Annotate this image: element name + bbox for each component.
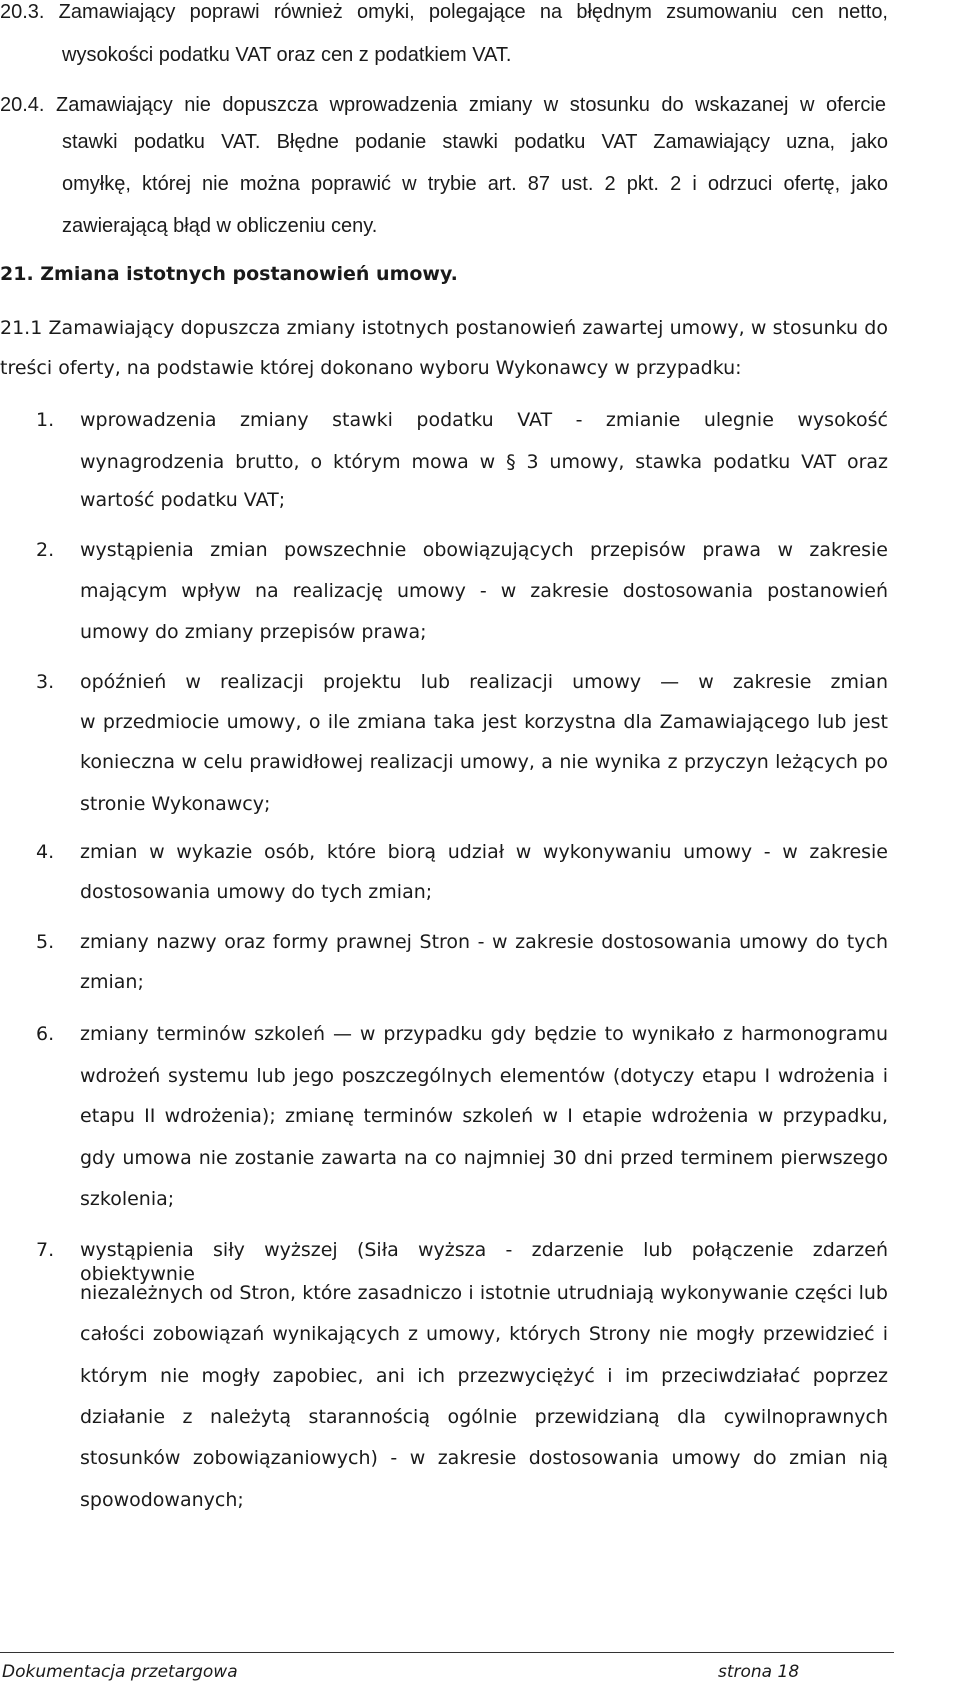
footer-page-number: strona 18 (718, 1662, 800, 1682)
list-item-line: wynagrodzenia brutto, o którym mowa w § 3 umowy, stawka podatku VAT oraz (80, 451, 888, 473)
list-item-line: opóźnień w realizacji projektu lub realizacji umowy — w zakresie zmian (80, 671, 888, 693)
paragraph-line: wysokości podatku VAT oraz cen z podatkiem VAT. (62, 44, 512, 66)
list-item-line: wdrożeń systemu lub jego poszczególnych elementów (dotyczy etapu I wdrożenia i (80, 1065, 888, 1087)
list-item-number: 4. (36, 841, 55, 863)
list-item-line: zmiany terminów szkoleń — w przypadku gdy będzie to wynikało z harmonogramu (80, 1023, 888, 1045)
list-item-number: 2. (36, 539, 55, 561)
list-item-line: konieczna w celu prawidłowej realizacji umowy, a nie wynika z przyczyn leżących po (80, 751, 888, 773)
list-item-line: spowodowanych; (80, 1489, 244, 1511)
paragraph-line: 20.4. Zamawiający nie dopuszcza wprowadzenia zmiany w stosunku do wskazanej w ofercie (0, 94, 886, 116)
list-item-line: wystąpienia zmian powszechnie obowiązujących przepisów prawa w zakresie (80, 539, 888, 561)
list-item-line: całości zobowiązań wynikających z umowy, których Strony nie mogły przewidzieć i (80, 1323, 888, 1345)
footer-rule (0, 1652, 894, 1653)
list-item-line: wprowadzenia zmiany stawki podatku VAT - zmianie ulegnie wysokość (80, 409, 888, 431)
list-item-number: 3. (36, 671, 55, 693)
paragraph-line: stawki podatku VAT. Błędne podanie stawki podatku VAT Zamawiający uzna, jako (62, 131, 888, 153)
list-item-number: 5. (36, 931, 55, 953)
list-item-number: 7. (36, 1239, 55, 1261)
list-item-line: umowy do zmiany przepisów prawa; (80, 621, 427, 643)
paragraph-line: 21.1 Zamawiający dopuszcza zmiany istotnych postanowień zawartej umowy, w stosunku do (0, 317, 888, 339)
list-item-line: zmian; (80, 971, 144, 993)
footer-document-title: Dokumentacja przetargowa (2, 1662, 238, 1682)
list-item-line: którym nie mogły zapobiec, ani ich przezwyciężyć i im przeciwdziałać poprzez (80, 1365, 888, 1387)
list-item-line: dostosowania umowy do tych zmian; (80, 881, 433, 903)
list-item-line: wystąpienia siły wyższej (Siła wyższa - zdarzenie lub połączenie zdarzeń obiektywnie (80, 1239, 888, 1285)
list-item-number: 6. (36, 1023, 55, 1045)
list-item-line: zmian w wykazie osób, które biorą udział w wykonywaniu umowy - w zakresie (80, 841, 888, 863)
list-item-line: wartość podatku VAT; (80, 489, 286, 511)
list-item-line: etapu II wdrożenia); zmianę terminów szkoleń w I etapie wdrożenia w przypadku, (80, 1105, 888, 1127)
section-heading: 21. Zmiana istotnych postanowień umowy. (0, 263, 458, 285)
paragraph-line: 20.3. Zamawiający poprawi również omyki, polegające na błędnym zsumowaniu cen netto, (0, 1, 888, 23)
paragraph-line: zawierającą błąd w obliczeniu ceny. (62, 215, 378, 237)
list-item-line: mającym wpływ na realizację umowy - w zakresie dostosowania postanowień (80, 580, 888, 602)
paragraph-line: treści oferty, na podstawie której dokonano wyboru Wykonawcy w przypadku: (0, 357, 742, 379)
list-item-line: zmiany nazwy oraz formy prawnej Stron - w zakresie dostosowania umowy do tych (80, 931, 888, 953)
paragraph-line: omyłkę, której nie można poprawić w trybie art. 87 ust. 2 pkt. 2 i odrzuci ofertę, jako (62, 173, 888, 195)
list-item-line: w przedmiocie umowy, o ile zmiana taka jest korzystna dla Zamawiającego lub jest (80, 711, 888, 733)
list-item-number: 1. (36, 409, 55, 431)
list-item-line: gdy umowa nie zostanie zawarta na co najmniej 30 dni przed terminem pierwszego (80, 1147, 888, 1169)
list-item-line: stronie Wykonawcy; (80, 793, 271, 815)
list-item-line: niezależnych od Stron, które zasadniczo i istotnie utrudniają wykonywanie części lub (80, 1282, 888, 1304)
list-item-line: działanie z należytą starannością ogólnie przewidzianą dla cywilnoprawnych (80, 1406, 888, 1428)
list-item-line: stosunków zobowiązaniowych) - w zakresie dostosowania umowy do zmian nią (80, 1447, 888, 1469)
list-item-line: szkolenia; (80, 1188, 175, 1210)
